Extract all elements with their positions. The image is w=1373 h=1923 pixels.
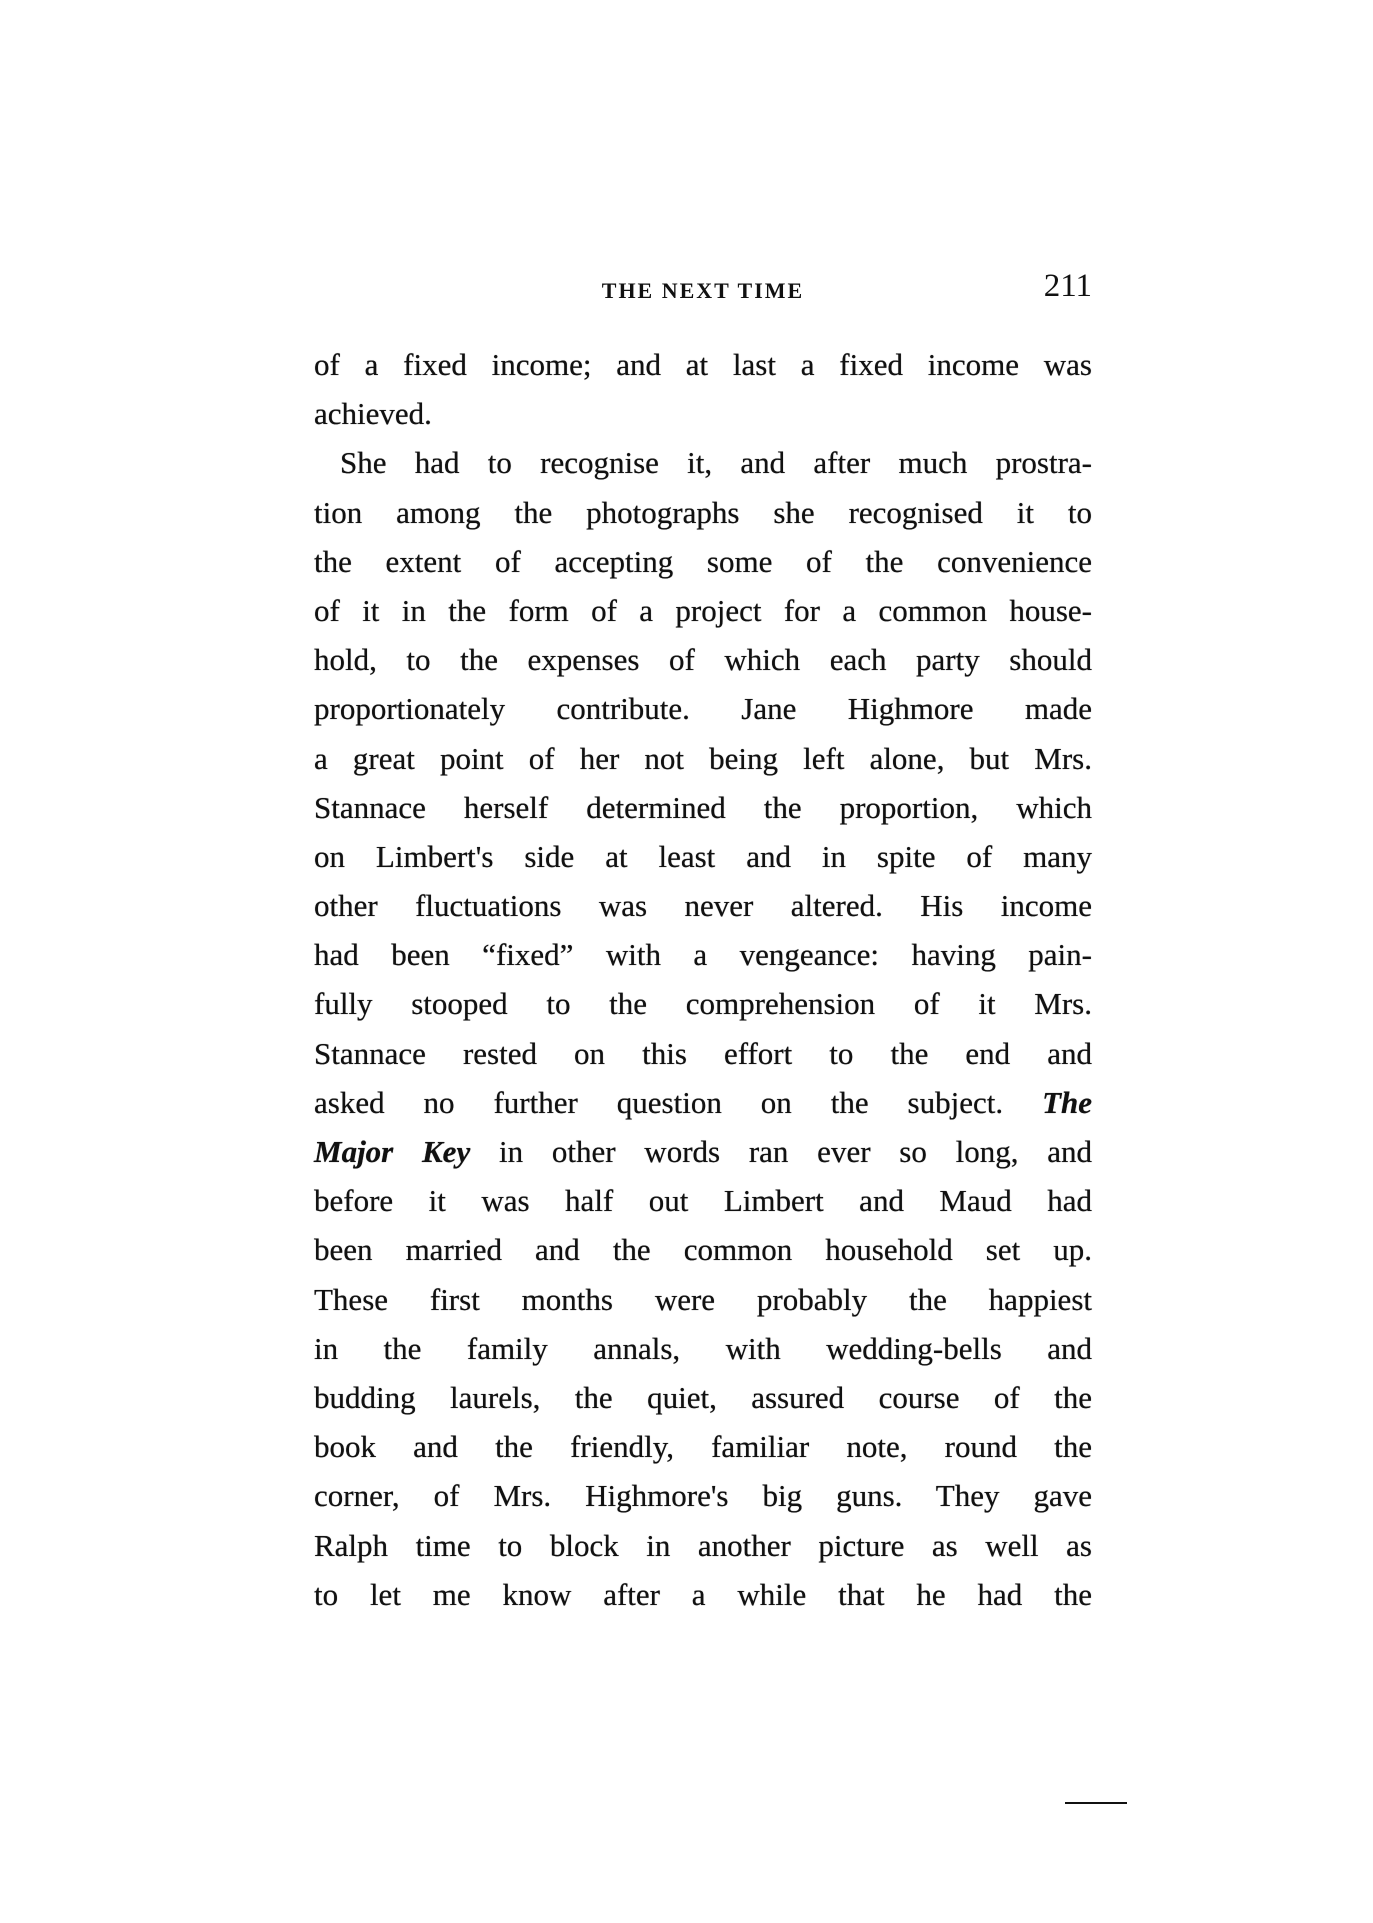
text-line: tion among the photographs she recognised it to [314,494,1092,530]
text-line: in the family annals, with wedding-bells and [314,1330,1092,1366]
italic-title: Major Key [314,1134,471,1169]
text-segment: asked no further question on the subject. [314,1084,1004,1120]
text-line: Stannace herself determined the proportion, which [314,789,1092,825]
text-line: of it in the form of a project for a common house- [314,592,1092,628]
text-segment: in other words ran ever so long, and [498,1134,1092,1169]
text-line: budding laurels, the quiet, assured course of the [314,1379,1092,1415]
text-line: fully stooped to the comprehension of it Mrs. [314,986,1092,1022]
text-line: of a fixed income; and at last a fixed income was [314,347,1092,382]
text-line: corner, of Mrs. Highmore's big guns. They gave [314,1478,1092,1514]
running-title: THE NEXT TIME [601,278,805,303]
text-line: to let me know after a while that he had the [314,1576,1092,1612]
catchline-rule [1065,1802,1127,1804]
text-line: hold, to the expenses of which each party should [314,642,1092,678]
text-line: other fluctuations was never altered. His income [314,888,1092,924]
text-line: She had to recognise it, and after much prostra- [340,445,1092,481]
text-line [314,1078,1092,1127]
italic-title: The [1042,1084,1092,1120]
body-text [314,340,1092,1619]
text-line: proportionately contribute. Jane Highmore made [314,691,1092,727]
text-line: been married and the common household set up. [314,1232,1092,1268]
text-line: Stannace rested on this effort to the end and [314,1035,1092,1071]
text-line: book and the friendly, familiar note, round the [314,1429,1092,1465]
text-line: Ralph time to block in another picture as well as [314,1527,1092,1563]
text-line: the extent of accepting some of the convenience [314,543,1092,579]
text-line: on Limbert's side at least and in spite of many [314,838,1092,874]
text-line: a great point of her not being left alone, but Mrs. [314,740,1092,776]
text-line [314,1127,1092,1176]
text-line: achieved. [314,396,432,432]
text-line: before it was half out Limbert and Maud had [314,1183,1092,1219]
page-number: 211 [1043,268,1092,304]
running-header [314,268,1092,308]
text-line: These first months were probably the happiest [314,1281,1092,1317]
text-line: had been “fixed” with a vengeance: having pain- [314,937,1092,973]
